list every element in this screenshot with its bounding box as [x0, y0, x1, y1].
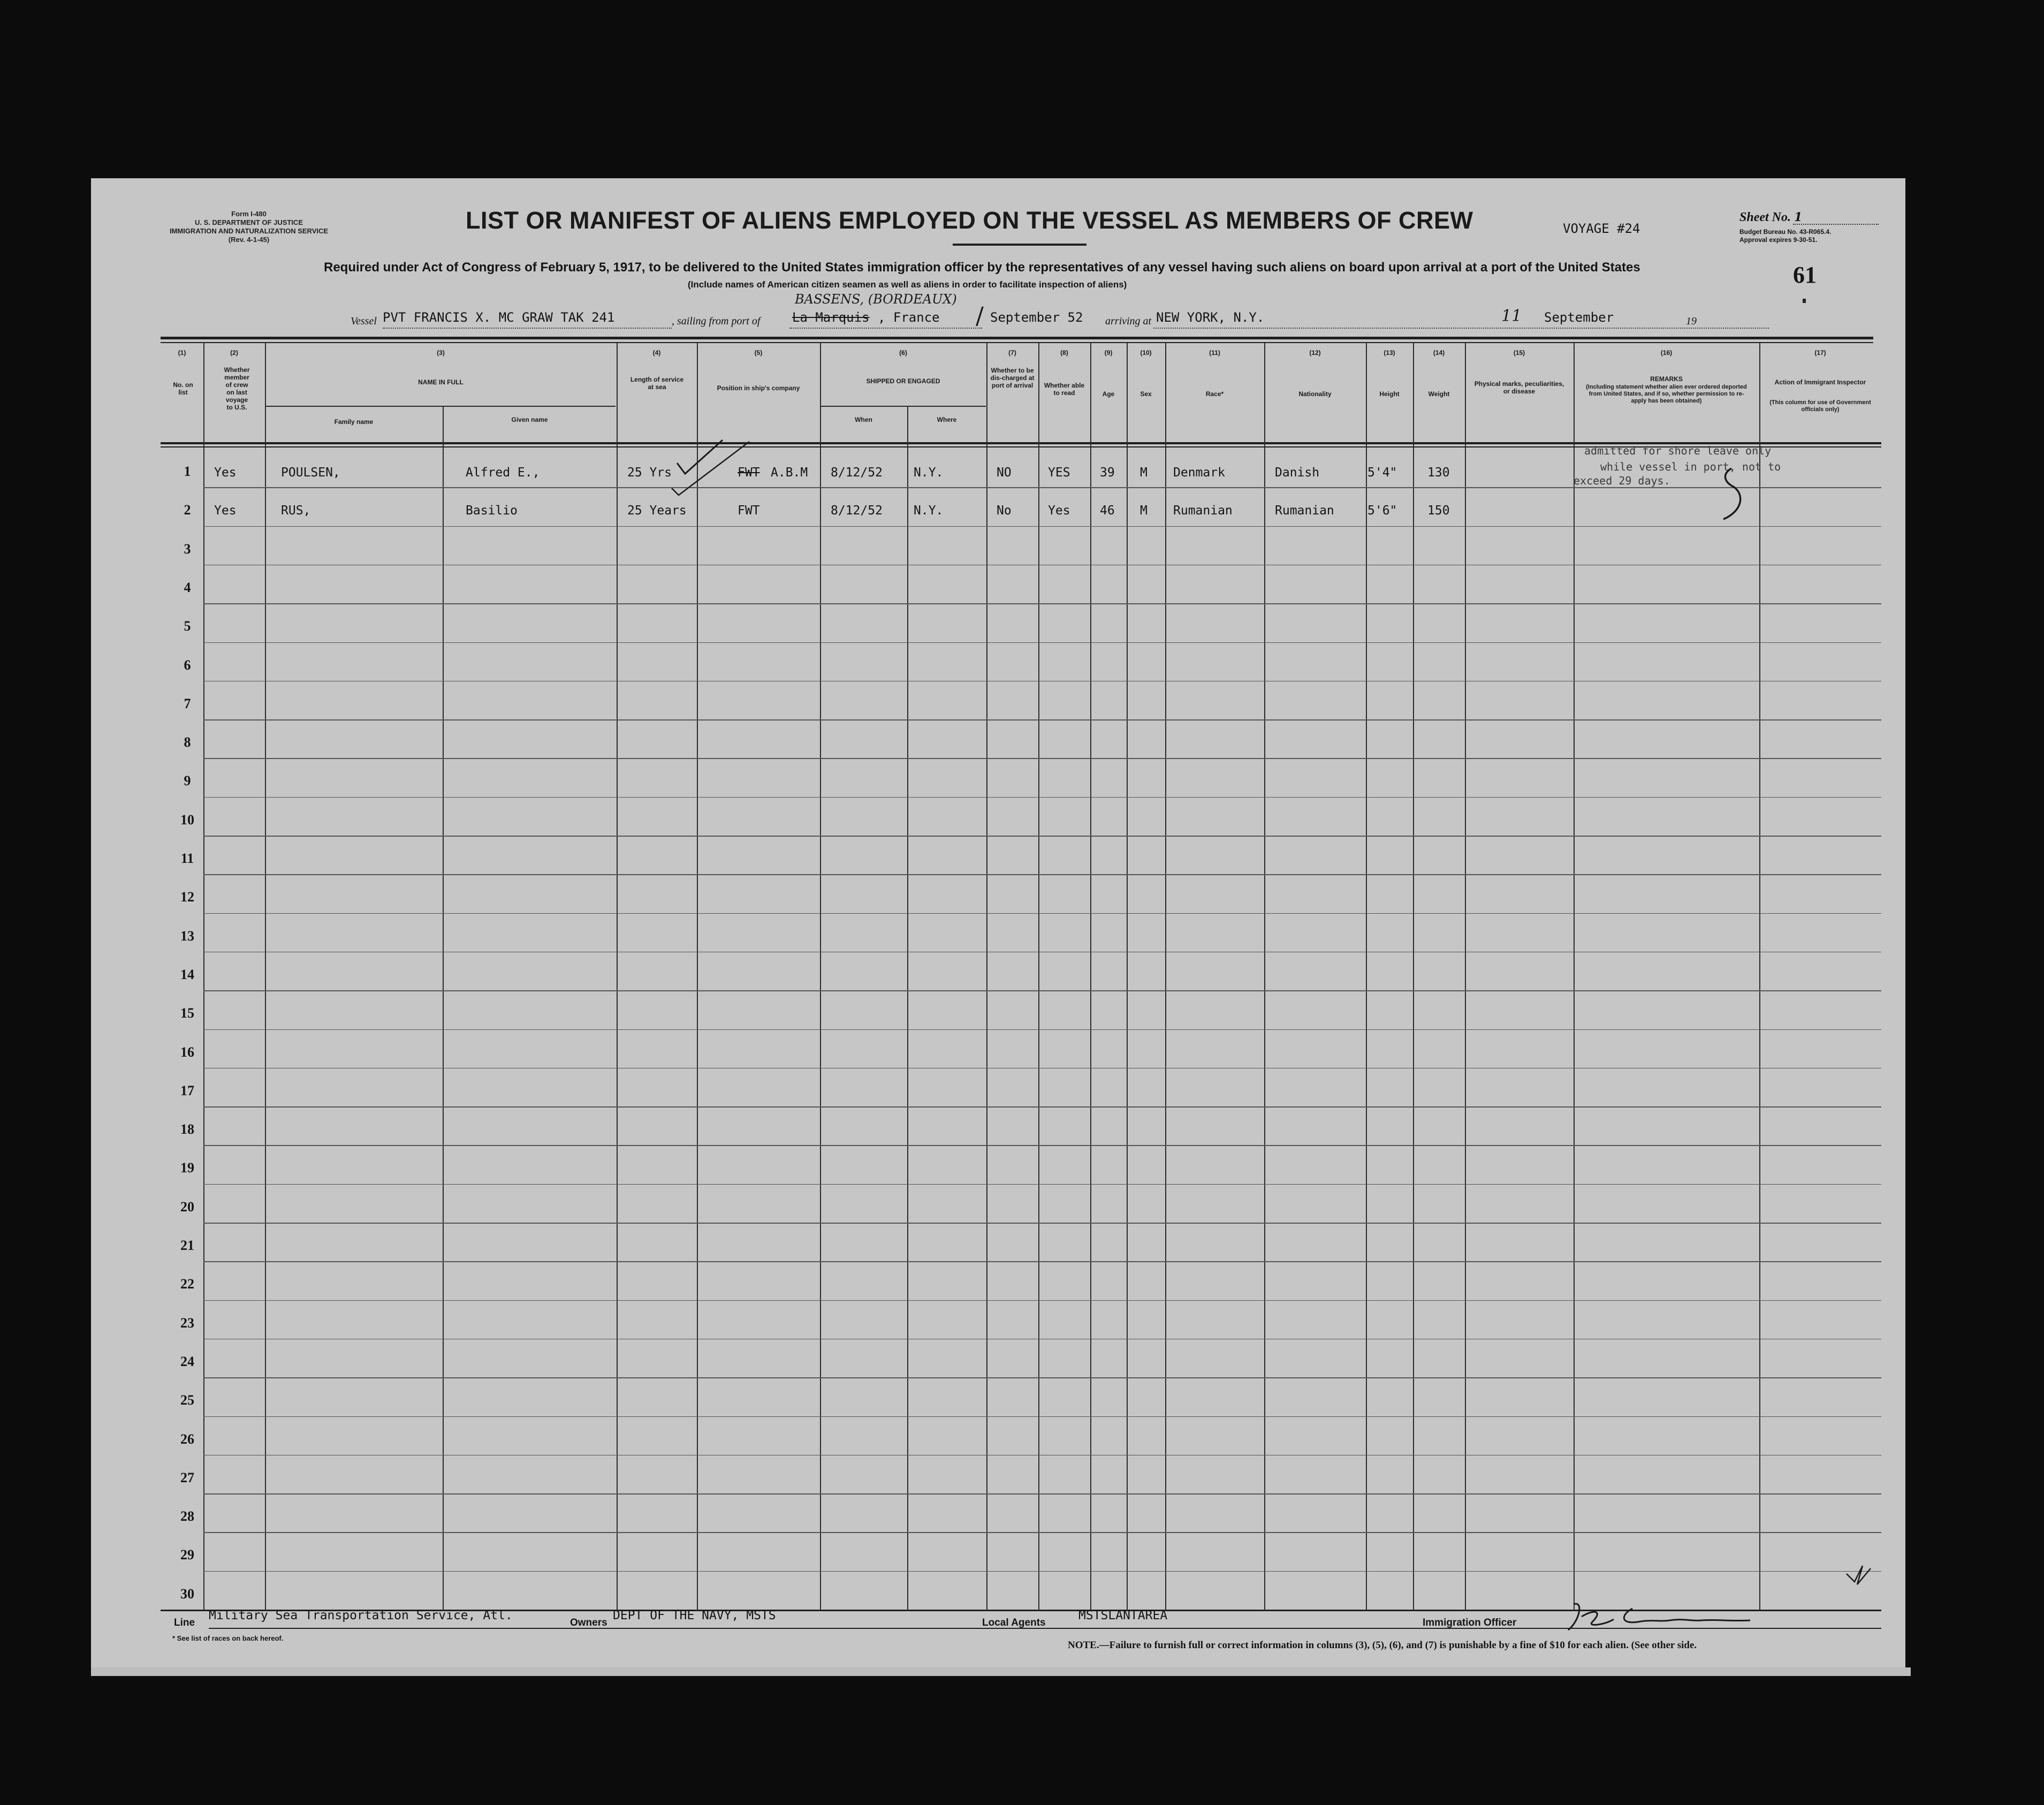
sheet-label: Sheet No.: [1739, 210, 1791, 224]
row-line: [203, 1455, 1881, 1456]
col15-number: (15): [1513, 349, 1525, 357]
row-number: 19: [180, 1160, 194, 1176]
row-line: [203, 1029, 1881, 1030]
col10-number: (10): [1140, 349, 1152, 357]
row-line: [203, 1300, 1881, 1301]
row-line: [203, 1223, 1881, 1224]
row-number: 6: [184, 657, 191, 673]
row-number: 29: [180, 1547, 194, 1563]
col17-header: Action of Immigrant Inspector: [1774, 378, 1866, 386]
col-line: [1264, 343, 1265, 1611]
remark-line-3: exceed 29 days.: [1574, 474, 1670, 487]
department: U. S. DEPARTMENT OF JUSTICE: [195, 218, 303, 226]
r2-discharged: No: [997, 504, 1012, 518]
row-number: 3: [184, 541, 191, 557]
col13-header: Height: [1379, 390, 1400, 398]
r1-position-struck: FWT: [738, 466, 760, 480]
r1-discharged: NO: [997, 466, 1012, 480]
r2-sex: M: [1140, 504, 1148, 518]
row-line: [203, 526, 1881, 527]
r1-position: A.B.M: [771, 466, 808, 480]
title-underline: [953, 244, 1086, 246]
col5-header: Position in ship's company: [717, 384, 800, 392]
row-number: 22: [180, 1276, 194, 1292]
penalty-note: NOTE.—Failure to furnish full or correct information in columns (3), (5), (6), and (7) is punishable by a fine of $10 for each alien. (See other side.: [1068, 1640, 1697, 1651]
row-line: [203, 642, 1881, 643]
row-line: [203, 1145, 1881, 1146]
sheet-number: 1: [1794, 210, 1803, 224]
r1-race: Denmark: [1173, 466, 1225, 480]
col2-header: Whether member of crew on last voyage to U.S.: [224, 366, 250, 411]
row-number: 28: [180, 1508, 194, 1525]
col7-header: Whether to be dis-charged at port of arrival: [990, 367, 1035, 389]
row-line: [203, 603, 1881, 604]
row-number: 8: [184, 734, 191, 750]
row-line: [203, 1184, 1881, 1185]
col-line: [986, 343, 987, 1611]
r2-weight: 150: [1427, 504, 1450, 518]
col14-number: (14): [1433, 349, 1445, 357]
row-line: [203, 836, 1881, 837]
col16-number: (16): [1660, 349, 1673, 357]
sheet-edge: [91, 1667, 1911, 1676]
budget-bureau: Budget Bureau No. 43-R065.4.: [1739, 228, 1832, 236]
col6-header: SHIPPED OR ENGAGED: [866, 377, 940, 385]
col16-header: REMARKS: [1650, 375, 1683, 383]
col6a-header: When: [855, 416, 872, 423]
row-number: 11: [180, 851, 194, 866]
col17-number: (17): [1814, 349, 1826, 357]
owners-label: Owners: [570, 1617, 607, 1628]
col15-header: Physical marks, peculiarities, or disease: [1474, 380, 1564, 395]
row-number: 4: [184, 579, 191, 595]
col8-header: Whether able to read: [1044, 382, 1085, 397]
form-header: [161, 210, 337, 244]
port-struck: La Marquis: [792, 310, 870, 325]
document-title: LIST OR MANIFEST OF ALIENS EMPLOYED ON THE VESSEL AS MEMBERS OF CREW: [466, 207, 1473, 234]
col4-number: (4): [652, 349, 661, 357]
col-line: [443, 406, 444, 1611]
checkmark: [677, 440, 723, 474]
col17-subheader: (This column for use of Government officials only): [1769, 399, 1871, 413]
local-agents-value: MSTSLANTAREA: [1078, 1609, 1168, 1622]
arrival-month: September: [1544, 310, 1614, 325]
row-line: [203, 1339, 1881, 1340]
service: IMMIGRATION AND NATURALIZATION SERVICE: [169, 227, 329, 235]
col-line: [1038, 343, 1039, 1611]
row-line: [203, 1377, 1881, 1378]
row-line: [203, 758, 1881, 759]
row-number: 1: [184, 464, 191, 479]
row-number: 30: [180, 1586, 194, 1602]
sheet-number-label: [1739, 210, 1802, 225]
vessel-dots: [383, 328, 672, 329]
row-line: [203, 565, 1881, 566]
races-footnote: * See list of races on back hereof.: [172, 1634, 284, 1642]
row-number: 24: [180, 1353, 194, 1369]
corner-mark: [1803, 299, 1806, 303]
col-line: [697, 343, 698, 1611]
col-line: [1413, 343, 1414, 1611]
sailing-label: , sailing from port of: [672, 315, 761, 327]
r1-length: 25 Yrs: [627, 466, 672, 480]
r1-read: YES: [1048, 466, 1070, 480]
immigration-officer-label: Immigration Officer: [1423, 1617, 1517, 1628]
port-dots: [789, 328, 982, 329]
row-number: 16: [180, 1044, 194, 1060]
local-agents-label: Local Agents: [982, 1617, 1046, 1628]
row-line: [203, 1571, 1881, 1572]
col9-number: (9): [1104, 349, 1113, 357]
col1-header: No. on list: [173, 381, 193, 396]
r2-position: FWT: [738, 504, 760, 518]
row-number: 14: [180, 966, 194, 982]
row-line: [203, 990, 1881, 991]
row-line: [203, 1106, 1881, 1108]
col3-header: NAME IN FULL: [418, 378, 463, 386]
row-number: 15: [180, 1005, 194, 1021]
row-line: [203, 952, 1881, 953]
col6-number: (6): [899, 349, 907, 357]
arriving-label: arriving at: [1105, 315, 1152, 327]
initial-scribble: [1847, 1566, 1871, 1584]
row-number: 21: [180, 1238, 194, 1253]
row-line: [203, 1416, 1881, 1417]
page-number: 61: [1793, 262, 1817, 288]
arrival-port: NEW YORK, N.Y.: [1156, 310, 1265, 325]
row-number: 17: [180, 1082, 194, 1098]
col13-number: (13): [1384, 349, 1395, 357]
row-number: 9: [184, 773, 191, 789]
col-line: [1366, 343, 1367, 1611]
r1-family-name: POULSEN,: [281, 466, 340, 480]
shipped-subheader-rule: [820, 406, 986, 407]
r2-last-voyage: Yes: [214, 504, 237, 518]
bracket-scribble: [1723, 468, 1741, 519]
r2-given-name: Basilio: [466, 504, 518, 518]
row-line: [203, 1493, 1881, 1495]
r1-weight: 130: [1427, 466, 1450, 480]
r1-last-voyage: Yes: [214, 466, 237, 480]
col3b-header: Given name: [511, 416, 548, 423]
r1-where: N.Y.: [914, 466, 944, 480]
remark-line-1: admitted for shore leave only: [1584, 444, 1772, 457]
r2-read: Yes: [1048, 504, 1070, 518]
row-line: [203, 1068, 1881, 1069]
col11-header: Race*: [1205, 390, 1224, 398]
name-subheader-rule: [265, 406, 616, 407]
arrival-dots: [1153, 328, 1769, 329]
remark-line-2: while vessel in port, not to: [1600, 460, 1781, 473]
col-line: [617, 343, 618, 1611]
r2-when: 8/12/52: [831, 504, 883, 518]
col6b-header: Where: [937, 416, 957, 423]
row-number: 5: [184, 618, 191, 634]
col-line: [265, 343, 266, 1611]
row-line: [203, 719, 1881, 721]
col-line: [907, 406, 908, 1611]
r2-family-name: RUS,: [281, 504, 311, 518]
port-country: , France: [878, 310, 940, 325]
row-line: [203, 1532, 1881, 1533]
row-line: [203, 874, 1881, 875]
r2-nationality: Rumanian: [1275, 504, 1334, 518]
r2-where: N.Y.: [914, 504, 944, 518]
col10-header: Sex: [1140, 390, 1152, 398]
row-number: 20: [180, 1199, 194, 1215]
row-number: 7: [184, 695, 191, 711]
approval-expiry: Approval expires 9-30-51.: [1739, 236, 1818, 244]
sheet-number-line: [1793, 224, 1879, 225]
col16-subheader: (Including statement whether alien ever ordered deported from United States, and if so, whether permission to re-apply has been obtained): [1586, 384, 1747, 404]
r1-when: 8/12/52: [831, 466, 883, 480]
row-line: [203, 487, 1881, 488]
officer-signature: [1563, 1598, 1766, 1635]
row-line: [203, 797, 1881, 798]
row-number: 26: [180, 1431, 194, 1447]
checkmark-annotations: [669, 428, 765, 503]
col-line: [1165, 343, 1166, 1611]
row-number: 10: [180, 812, 194, 828]
row-number: 25: [180, 1392, 194, 1408]
r2-race: Rumanian: [1173, 504, 1233, 518]
row-line: [203, 681, 1881, 682]
r2-height: 5'6": [1367, 504, 1397, 518]
col8-number: (8): [1060, 349, 1068, 357]
line-label: Line: [174, 1617, 195, 1628]
sailing-date: September 52: [990, 310, 1083, 325]
row-number: 27: [180, 1469, 194, 1485]
slash-mark: /: [976, 302, 984, 330]
row-number: 12: [180, 889, 194, 905]
r1-height: 5'4": [1367, 466, 1397, 480]
col7-number: (7): [1008, 349, 1016, 357]
port-handwritten: BASSENS, (BORDEAUX): [795, 292, 957, 307]
signature-stroke: [1568, 1604, 1750, 1630]
remark-bracket-mark: [1718, 466, 1750, 525]
r1-nationality: Danish: [1275, 466, 1320, 480]
arrival-day: 11: [1501, 307, 1522, 325]
row-number: 23: [180, 1315, 194, 1331]
checkmark: [672, 442, 749, 495]
table-top-rule-thin: [161, 342, 1873, 343]
vessel-label: Vessel: [351, 315, 377, 327]
col3-number: (3): [437, 349, 445, 357]
line-value: Military Sea Transportation Service, Atl.: [209, 1609, 513, 1622]
col-line: [203, 343, 204, 1611]
r1-given-name: Alfred E.,: [466, 466, 540, 480]
row-line: [203, 913, 1881, 914]
vessel-name: PVT FRANCIS X. MC GRAW TAK 241: [383, 310, 615, 325]
col11-number: (11): [1209, 349, 1220, 357]
r2-age: 46: [1100, 504, 1115, 518]
row-number: 13: [180, 928, 194, 944]
col12-header: Nationality: [1298, 390, 1332, 398]
row-line: [203, 1261, 1881, 1262]
col-line: [1127, 343, 1128, 1611]
row-number: 2: [184, 502, 191, 518]
col-line: [1759, 343, 1760, 1611]
col4-header: Length of service at sea: [630, 376, 684, 391]
initial-mark: [1841, 1558, 1873, 1590]
form-number: Form I-480: [231, 210, 267, 218]
col9-header: Age: [1102, 390, 1115, 398]
r1-sex: M: [1140, 466, 1148, 480]
col14-header: Weight: [1428, 390, 1450, 398]
arrival-year: 19: [1686, 315, 1697, 327]
r1-age: 39: [1100, 466, 1115, 480]
form-revision: (Rev. 4-1-45): [228, 236, 270, 244]
required-statement: Required under Act of Congress of February 5, 1917, to be delivered to the United States immigration officer by the representatives of any vessel having such aliens on board upon arrival at a port of the United States: [324, 260, 1640, 275]
col5-number: (5): [754, 349, 763, 357]
table-top-rule: [161, 337, 1873, 339]
include-statement: (Include names of American citizen seamen as well as aliens in order to facilitate inspection of aliens): [688, 279, 1127, 290]
col3a-header: Family name: [334, 418, 374, 426]
r2-length: 25 Years: [627, 504, 687, 518]
col-line: [1574, 343, 1575, 1611]
col1-number: (1): [178, 349, 186, 357]
col2-number: (2): [230, 349, 238, 357]
col-line: [1465, 343, 1466, 1611]
row-number: 18: [180, 1121, 194, 1137]
owners-value: DEPT OF THE NAVY, MSTS: [613, 1609, 776, 1622]
budget-info: [1739, 228, 1831, 244]
col-line: [1090, 343, 1091, 1611]
col-line: [820, 343, 821, 1611]
voyage-number: VOYAGE #24: [1563, 221, 1640, 236]
col12-number: (12): [1309, 349, 1321, 357]
